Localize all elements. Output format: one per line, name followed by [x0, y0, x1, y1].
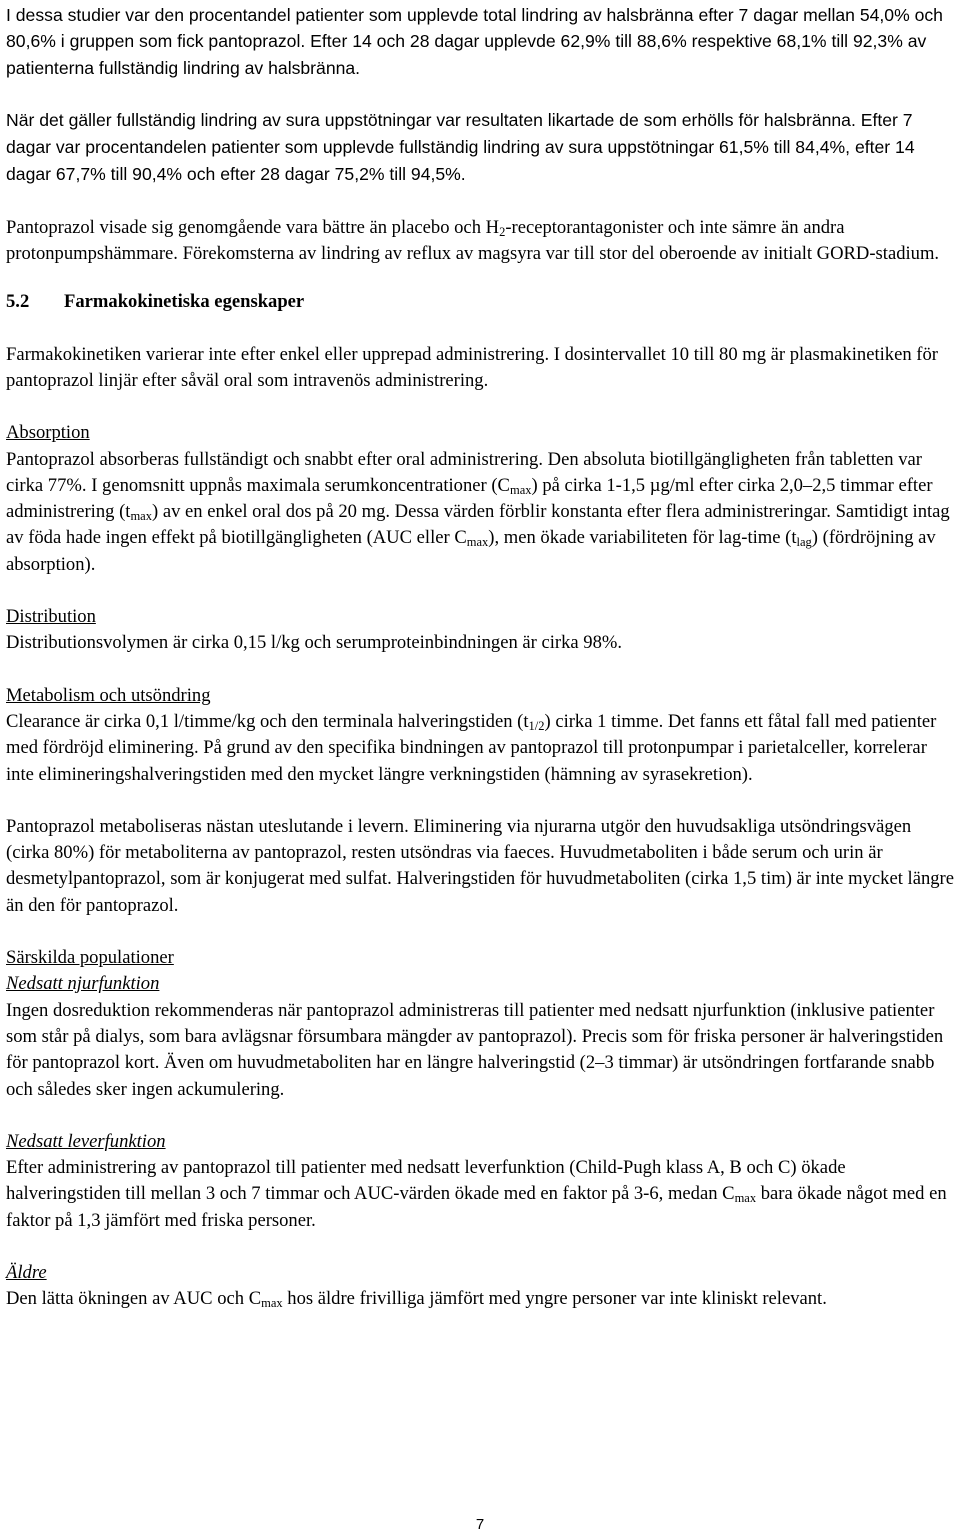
distribution-heading: Distribution: [6, 606, 96, 628]
document-body: [6, 2, 956, 1313]
elderly-heading: Äldre: [6, 1261, 47, 1283]
paragraph-acid-regurgitation: [6, 107, 956, 189]
text-run: Clearance är cirka 0,1 l/timme/kg och den terminala halveringstiden (t: [6, 710, 529, 732]
elderly-text: [6, 1286, 956, 1312]
text-run: hos äldre frivilliga jämfört med yngre personer var inte kliniskt relevant.: [282, 1288, 827, 1310]
paragraph-heartburn-relief: I dessa studier var den procentandel patienter som upplevde total lindring av halsbränna efter 7 dagar mellan 54,0% och 80,6% i gruppen som fick pantoprazol. Efter 14 och 28 dagar upplevde 62,9% till 88,6% respektive 68,1% till 92,3% av patienterna fullständig lindring av halsbränna.: [6, 5, 943, 78]
subscript: max: [509, 482, 532, 497]
hepatic-text: [6, 1155, 956, 1234]
renal-heading: Nedsatt njurfunktion: [6, 973, 160, 995]
section-heading: [6, 289, 956, 315]
paragraph-pharmacokinetics: Farmakokinetiken varierar inte efter enkel eller upprepad administrering. I dosintervallet 10 till 80 mg är plasmakinetiken för pantoprazol linjär efter såväl oral som intravenös administrering.: [6, 343, 938, 391]
subscript: 1/2: [528, 718, 545, 733]
text-run: -receptorantagonister och inte sämre än andra protonpumpshämmare. Förekomsterna av lindring av reflux av magsyra var till stor del oberoende av initialt GORD-stadium.: [6, 216, 940, 265]
text-run: ) cirka 1 timme. Det fanns ett fåtal fall med patienter med fördröjd eliminering. På grund av den specifika bindningen av pantoprazol till protonpumpar i parietalceller, korrelerar inte elimineringshalveringstiden med den mycket längre verkningstiden (hämning av syrasekretion).: [6, 710, 937, 785]
subscript: max: [130, 509, 152, 524]
absorption-heading: Absorption: [6, 422, 90, 444]
text-run: Pantoprazol visade sig genomgående vara bättre än placebo och H: [6, 216, 500, 238]
renal-text: Ingen dosreduktion rekommenderas när pantoprazol administreras till patienter med nedsatt njurfunktion (inklusive patienter som står på dialys, som bara avlägsnar försumbara mängder av pantoprazol). Precis som för friska personer är halveringstiden för pantoprazol kort. Även om huvudmetaboliten har en längre halveringstid (2–3 timmar) är utsöndringen fortfarande snabb och således sker ingen ackumulering.: [6, 999, 944, 1100]
paragraph-acid-regurgitation-results: Efter 7 dagar var procentandelen patienter som upplevde fullständig lindring av sura uppstötningar 61,5% till 84,4%, efter 14 dagar 67,7% till 90,4% och efter 28 dagar 75,2% till 94,5%.: [6, 109, 915, 185]
text-run: Pantoprazol absorberas fullständigt och snabbt efter oral administrering. Den absoluta biotillgängligheten från tabletten var cirka 77%. I genomsnitt uppnås maximala serumkoncentrationer (C: [6, 448, 922, 496]
section-number: 5.2: [6, 291, 30, 313]
text-run: Efter administrering av pantoprazol till patienter med nedsatt leverfunktion (Child-Pugh klass A, B och C) ökade halveringstiden till mellan 3 och 7 timmar och AUC-värden ökade med en faktor på 3-6, medan C: [6, 1157, 846, 1205]
absorption-text: [6, 447, 956, 578]
special-populations-heading: Särskilda populationer: [6, 947, 174, 969]
hepatic-heading: Nedsatt leverfunktion: [6, 1130, 166, 1152]
subscript: max: [261, 1296, 283, 1311]
subscript: lag: [796, 535, 812, 550]
subscript: max: [466, 535, 489, 550]
distribution-text: Distributionsvolymen är cirka 0,15 l/kg och serumproteinbindningen är cirka 98%.: [6, 632, 623, 654]
text-run: ) på cirka 1-1,5 µg/ml efter cirka 2,0–2,5 timmar efter administrering (t: [6, 474, 933, 523]
text-run: Den lätta ökningen av AUC och C: [6, 1288, 262, 1310]
subscript: 2: [499, 224, 506, 239]
metabolism-text-2: Pantoprazol metaboliseras nästan uteslutande i levern. Eliminering via njurarna utgör den huvudsakliga utsöndringsvägen (cirka 80%) för metaboliterna av pantoprazol, resten utsöndras via faeces. Huvudmetaboliten i både serum och urin är desmetylpantoprazol, som är konjugerat med sulfat. Halveringstiden för huvudmetaboliten (cirka 1,5 tim) är inte mycket längre än den för pantoprazol.: [6, 815, 954, 916]
text-run: ), men ökade variabiliteten för lag-time (t: [488, 527, 797, 549]
text-run: ) av en enkel oral dos på 20 mg. Dessa värden förblir konstanta efter flera administreringar. Samtidigt intag av föda hade ingen effekt på biotillgängligheten (AUC eller C: [6, 501, 950, 549]
subscript: max: [734, 1191, 757, 1206]
text-run: ) (fördröjning av absorption).: [6, 527, 936, 575]
metabolism-heading: Metabolism och utsöndring: [6, 684, 211, 706]
metabolism-text: [6, 709, 956, 788]
page-number: 7: [475, 1516, 485, 1533]
paragraph-acid-regurgitation-lead: När det gäller fullständig lindring av sura uppstötningar var resultaten likartade de som erhölls för halsbränna.: [6, 109, 856, 130]
paragraph-comparison: [6, 215, 956, 268]
section-title: Farmakokinetiska egenskaper: [64, 291, 305, 313]
text-run: bara ökade något med en faktor på 1,3 jämfört med friska personer.: [6, 1183, 947, 1231]
